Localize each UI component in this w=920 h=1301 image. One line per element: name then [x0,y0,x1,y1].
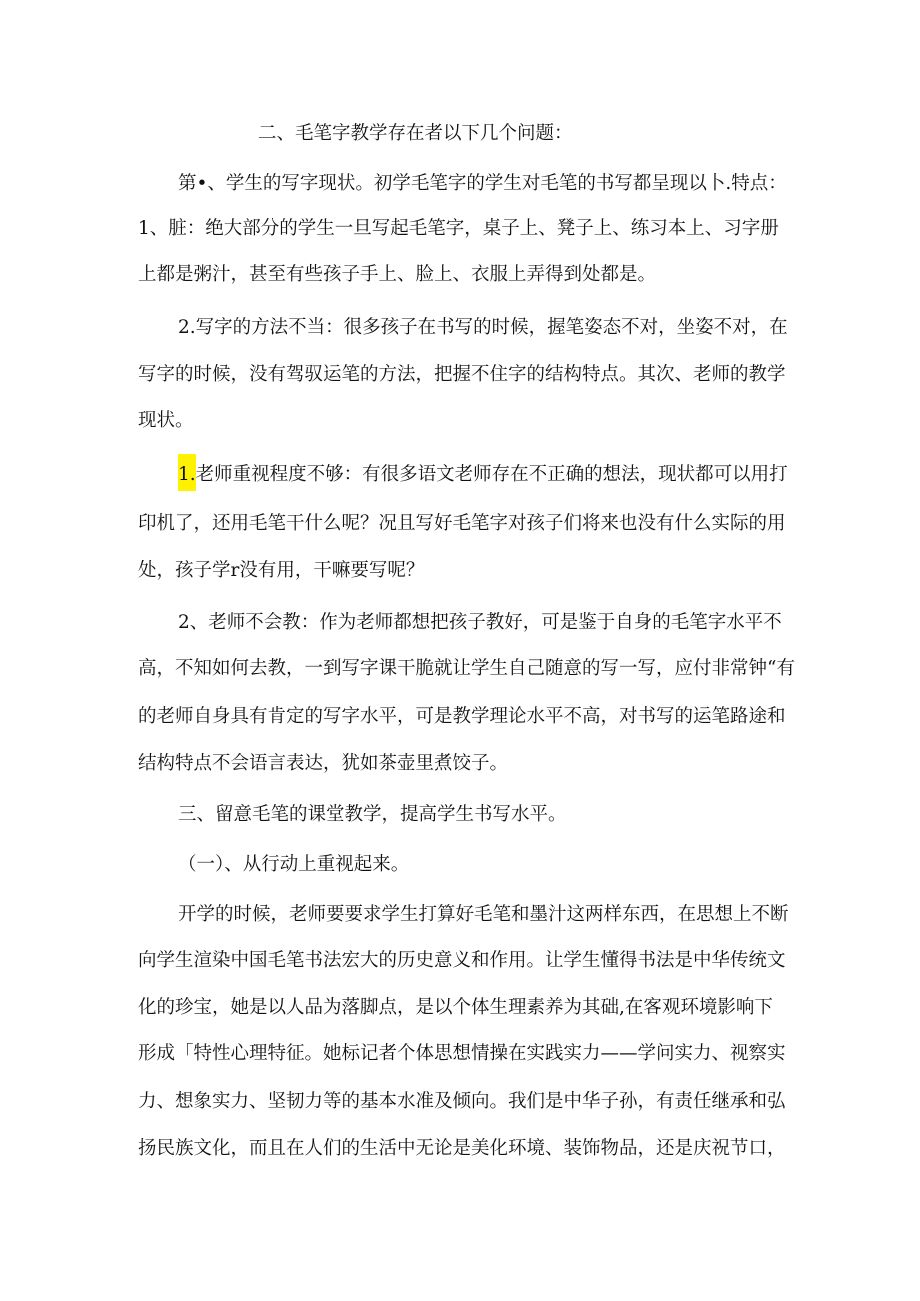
paragraph-line: 向学生渲染中国毛笔书法宏大的历史意义和作用。让学生懂得书法是中华传统文 [138,950,786,971]
paragraph-line [178,462,788,488]
paragraph-text: 老师重视程度不够：有很多语文老师存在不正确的想法，现状都可以用打 [195,464,788,485]
paragraph-line: 结构特点不会语言表达，犹如茶壶里煮饺子。 [138,753,509,774]
highlighted-list-number: 1. [178,454,196,491]
paragraph-line: 现状。 [138,410,194,431]
paragraph-line: 力、想象实力、坚韧力等的基本水准及倾向。我们是中华子孙，有责任继承和弘 [138,1091,786,1112]
paragraph-line: 写字的时候，没有驾驭运笔的方法，把握不住字的结构特点。其次、老师的教学 [138,364,786,385]
paragraph-line: 形成「特性心理特征。她标记者个体思想情操在实践实力——学问实力、视察实 [138,1043,786,1064]
paragraph-line: 印机了，还用毛笔干什么呢？况且写好毛笔字对孩子们将来也没有什么实际的用 [138,513,786,534]
paragraph-line: 化的珍宝，她是以人品为落脚点，是以个体生理素养为其础,在客观环境影响下 [138,997,773,1018]
paragraph-line: 2.写字的方法不当：很多孩子在书写的时候，握笔姿态不对，坐姿不对，在 [178,317,788,338]
paragraph-line: 处，孩子学r没有用，干嘛要写呢？ [138,560,425,581]
subsection-heading: （一）、从行动上重视起来。 [178,854,410,875]
paragraph-line: 扬民族文化，而且在人们的生活中无论是美化环境、装饰物品，还是庆祝节口， [138,1138,786,1159]
paragraph-line: 2、老师不会教：作为老师都想把孩子教好，可是鉴于自身的毛笔字水平不 [178,612,782,633]
section-heading-3: 三、留意毛笔的课堂教学，提高学生书写水平。 [178,804,567,825]
section-heading-2: 二、毛笔字教学存在者以下几个问题： [258,123,573,144]
paragraph-line: 高，不知如何去教，一到写字课干脆就让学生自己随意的写一写，应付非常钟“有 [138,658,795,679]
paragraph-line: 的老师自身具有肯定的写字水平，可是教学理论水平不高，对书写的运笔路途和 [138,706,786,727]
paragraph-line: 第•、学生的写字现状。初学毛笔字的学生对毛笔的书写都呈现以卜.特点： [178,173,787,194]
paragraph-line: 开学的时候，老师要要求学生打算好毛笔和墨汁这两样东西，在思想上不断 [178,904,789,925]
paragraph-line: 1、脏：绝大部分的学生一旦写起毛笔字，桌子上、凳子上、练习本上、习字册 [138,218,779,239]
paragraph-line: 上都是粥汁，甚至有些孩子手上、脸上、衣服上弄得到处都是。 [138,264,657,285]
